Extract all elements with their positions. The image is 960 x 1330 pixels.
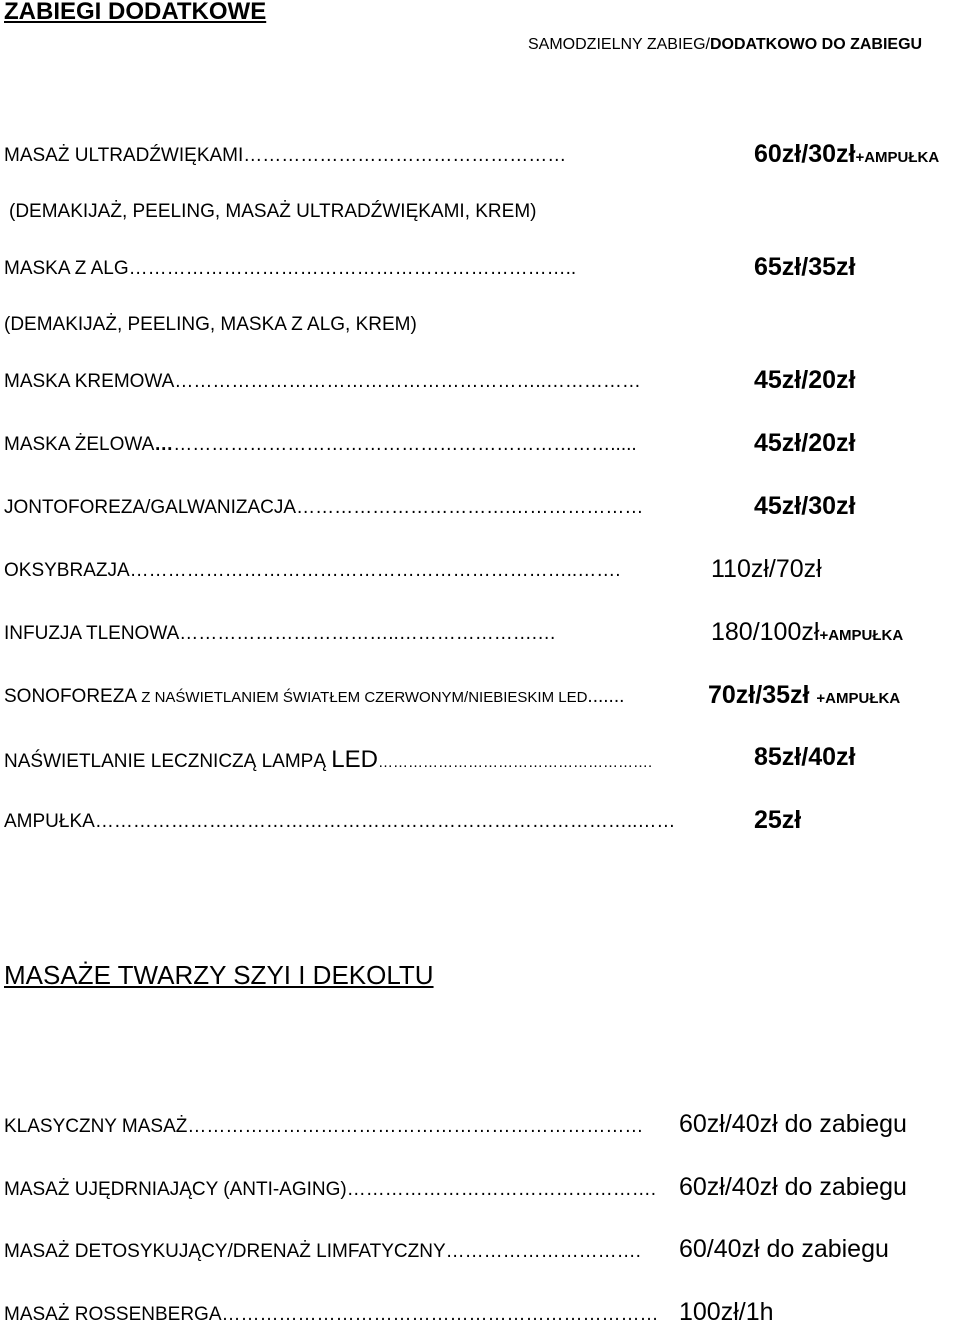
treatment-name: MASAŻ ULTRADŹWIĘKAMI xyxy=(4,145,244,166)
price-sonophoresis xyxy=(708,681,900,710)
treatment-name: OKSYBRAZJA xyxy=(4,560,130,581)
price-massage-detox: 60/40zł do zabiegu xyxy=(679,1235,889,1263)
leader-dots: ……………………………………………………………… xyxy=(187,1116,644,1137)
price-oxygen xyxy=(711,618,903,647)
price-algae: 65zł/35zł xyxy=(754,253,856,281)
treatment-led-lamp xyxy=(4,746,652,774)
treatment-detail: Z NAŚWIETLANIEM ŚWIATŁEM CZERWONYM/NIEBIESKIM LED xyxy=(141,689,588,706)
price-suffix: +AMPUŁKA xyxy=(819,627,904,644)
price-ultrasound xyxy=(754,140,939,169)
treatment-algae xyxy=(4,258,576,280)
leader-dots: …………………………….………………… xyxy=(296,497,644,518)
leader-dots: ………………………………………………. xyxy=(377,754,653,771)
price-cream: 45zł/20zł xyxy=(754,366,856,394)
leader-dots: ……………………………………………………………..……. xyxy=(129,560,621,581)
leader-dots: …………………………………………. xyxy=(346,1179,657,1200)
massage-name: KLASYCZNY MASAŻ xyxy=(4,1116,188,1137)
leader-dots: …………………………………………………..…………… xyxy=(174,371,641,392)
treatment-name: MASKA Z ALG xyxy=(4,258,129,279)
leader-dots: …………………………………………………………… xyxy=(221,1304,659,1325)
price-oxybrasion: 110zł/70zł xyxy=(711,555,822,583)
treatment-name: JONTOFOREZA/GALWANIZACJA xyxy=(4,497,297,518)
massage-rossenberg xyxy=(4,1304,659,1326)
price-gel: 45zł/20zł xyxy=(754,429,856,457)
price-massage-classic: 60zł/40zł do zabiegu xyxy=(679,1110,907,1138)
price-led-lamp: 85zł/40zł xyxy=(754,743,856,771)
treatment-oxybrasion xyxy=(4,560,621,582)
treatment-name: MASKA KREMOWA xyxy=(4,371,175,392)
treatment-name: INFUZJA TLENOWA xyxy=(4,623,180,644)
price-value: 60zł/30zł xyxy=(754,140,856,168)
massage-detox xyxy=(4,1241,641,1263)
price-suffix: +AMPUŁKA xyxy=(855,149,940,166)
treatment-led-label: LED xyxy=(331,746,378,773)
page-title: ZABIEGI DODATKOWE xyxy=(4,0,267,25)
treatment-name: NAŚWIETLANIE LECZNICZĄ LAMPĄ xyxy=(4,751,327,772)
leader-dots: …………………………………………… xyxy=(243,145,567,166)
treatment-name: AMPUŁKA xyxy=(4,811,95,832)
price-ampoule: 25zł xyxy=(754,806,802,834)
price-iontophoresis: 45zł/30zł xyxy=(754,492,856,520)
leader-dots: …………………………………………………………….. xyxy=(128,258,577,279)
leader-dots: ……………………………..………………….… xyxy=(179,623,557,644)
massage-name: MASAŻ UJĘDRNIAJĄCY (ANTI-AGING) xyxy=(4,1179,347,1200)
massage-name: MASAŻ DETOSYKUJĄCY/DRENAŻ LIMFATYCZNY xyxy=(4,1241,446,1262)
massage-classic xyxy=(4,1116,643,1138)
treatment-note-ultrasound: (DEMAKIJAŻ, PEELING, MASAŻ ULTRADŹWIĘKAMI, KREM) xyxy=(9,201,537,222)
price-massage-firming: 60zł/40zł do zabiegu xyxy=(679,1173,907,1201)
treatment-note-algae: (DEMAKIJAŻ, PEELING, MASKA Z ALG, KREM) xyxy=(4,314,417,335)
treatment-ultrasound xyxy=(4,145,566,167)
price-value: 180/100zł xyxy=(711,618,820,646)
treatment-name: SONOFOREZA xyxy=(4,686,136,707)
treatment-sonophoresis xyxy=(4,686,624,708)
price-suffix: +AMPUŁKA xyxy=(816,690,901,707)
leader-dots: ....... xyxy=(587,686,625,707)
treatment-iontophoresis xyxy=(4,497,643,519)
treatment-oxygen xyxy=(4,623,556,645)
leader-dots: …………………………. xyxy=(445,1241,641,1262)
massage-name: MASAŻ ROSSENBERGA xyxy=(4,1304,222,1325)
treatment-gel xyxy=(4,434,637,456)
section-title-massages: MASAŻE TWARZY SZYI I DEKOLTU xyxy=(4,960,434,990)
leader-dots: ……………………………………………………………..... xyxy=(173,434,637,455)
treatment-name: MASKA ŻELOWA xyxy=(4,434,155,455)
leader-dots: …………………………………………………………………………..…… xyxy=(94,811,676,832)
leader-dots-bold: … xyxy=(154,434,174,455)
treatment-cream xyxy=(4,371,641,393)
subtitle-additional: DODATKOWO DO ZABIEGU xyxy=(709,36,923,53)
page-subtitle xyxy=(528,36,922,54)
price-value: 70zł/35zł xyxy=(708,681,810,709)
subtitle-standalone: SAMODZIELNY ZABIEG/ xyxy=(528,36,710,53)
treatment-ampoule xyxy=(4,811,675,833)
price-massage-rossenberg: 100zł/1h xyxy=(679,1298,774,1326)
massage-firming xyxy=(4,1179,656,1201)
